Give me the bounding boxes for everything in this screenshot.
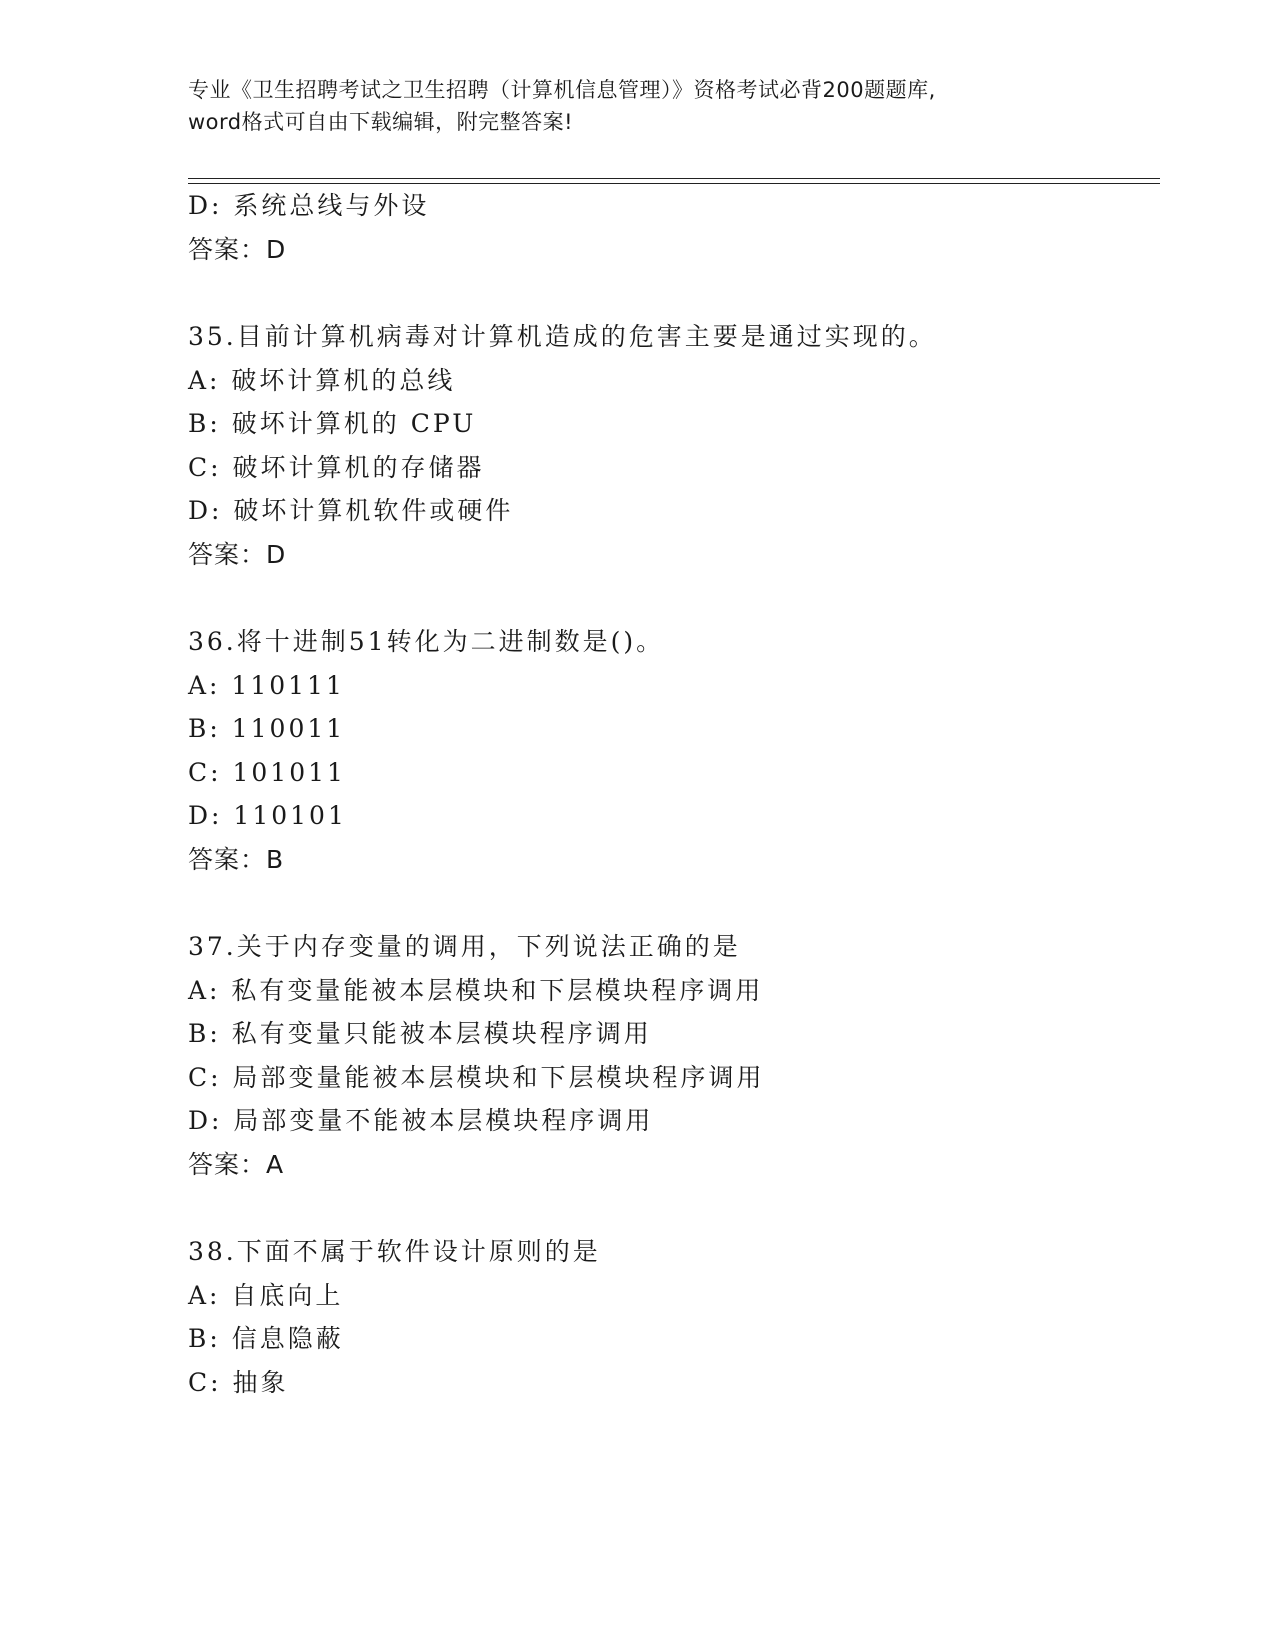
question-35-option-d: D: 破坏计算机软件或硬件 (188, 496, 514, 525)
question-37-option-d: D: 局部变量不能被本层模块程序调用 (188, 1106, 654, 1135)
question-35-option-c: C: 破坏计算机的存储器 (188, 453, 485, 482)
question-36-option-a: A: 110111 (188, 671, 345, 700)
header-subtitle-line: word格式可自由下载编辑，附完整答案! (188, 110, 574, 134)
question-35-answer: 答案：D (188, 540, 287, 569)
question-38-stem: 38.下面不属于软件设计原则的是 (188, 1237, 601, 1266)
question-37-answer: 答案：A (188, 1150, 285, 1179)
question-38-option-c: C: 抽象 (188, 1368, 289, 1397)
question-37-stem: 37.关于内存变量的调用，下列说法正确的是 (188, 932, 741, 961)
question-36-stem: 36.将十进制51转化为二进制数是()。 (188, 627, 665, 656)
question-37-option-c: C: 局部变量能被本层模块和下层模块程序调用 (188, 1063, 765, 1092)
header-divider-top (188, 178, 1160, 179)
question-36-option-c: C: 101011 (188, 758, 346, 787)
question-36-answer: 答案：B (188, 845, 285, 874)
question-38-option-a: A: 自底向上 (188, 1281, 344, 1310)
question-36-option-b: B: 110011 (188, 714, 346, 743)
question-38-option-b: B: 信息隐蔽 (188, 1324, 344, 1353)
header-title-line: 专业《卫生招聘考试之卫生招聘（计算机信息管理）》资格考试必背200题题库, (188, 78, 936, 102)
header-divider-bottom (188, 183, 1160, 184)
question-35-option-a: A: 破坏计算机的总线 (188, 366, 456, 395)
answer-carryover: 答案：D (188, 235, 287, 264)
question-35-stem: 35.目前计算机病毒对计算机造成的危害主要是通过实现的。 (188, 322, 937, 351)
option-d-carryover: D: 系统总线与外设 (188, 191, 430, 220)
question-36-option-d: D: 110101 (188, 801, 347, 830)
question-37-option-a: A: 私有变量能被本层模块和下层模块程序调用 (188, 976, 764, 1005)
question-35-option-b: B: 破坏计算机的 CPU (188, 409, 477, 438)
document-header (188, 74, 1088, 138)
question-37-option-b: B: 私有变量只能被本层模块程序调用 (188, 1019, 652, 1048)
